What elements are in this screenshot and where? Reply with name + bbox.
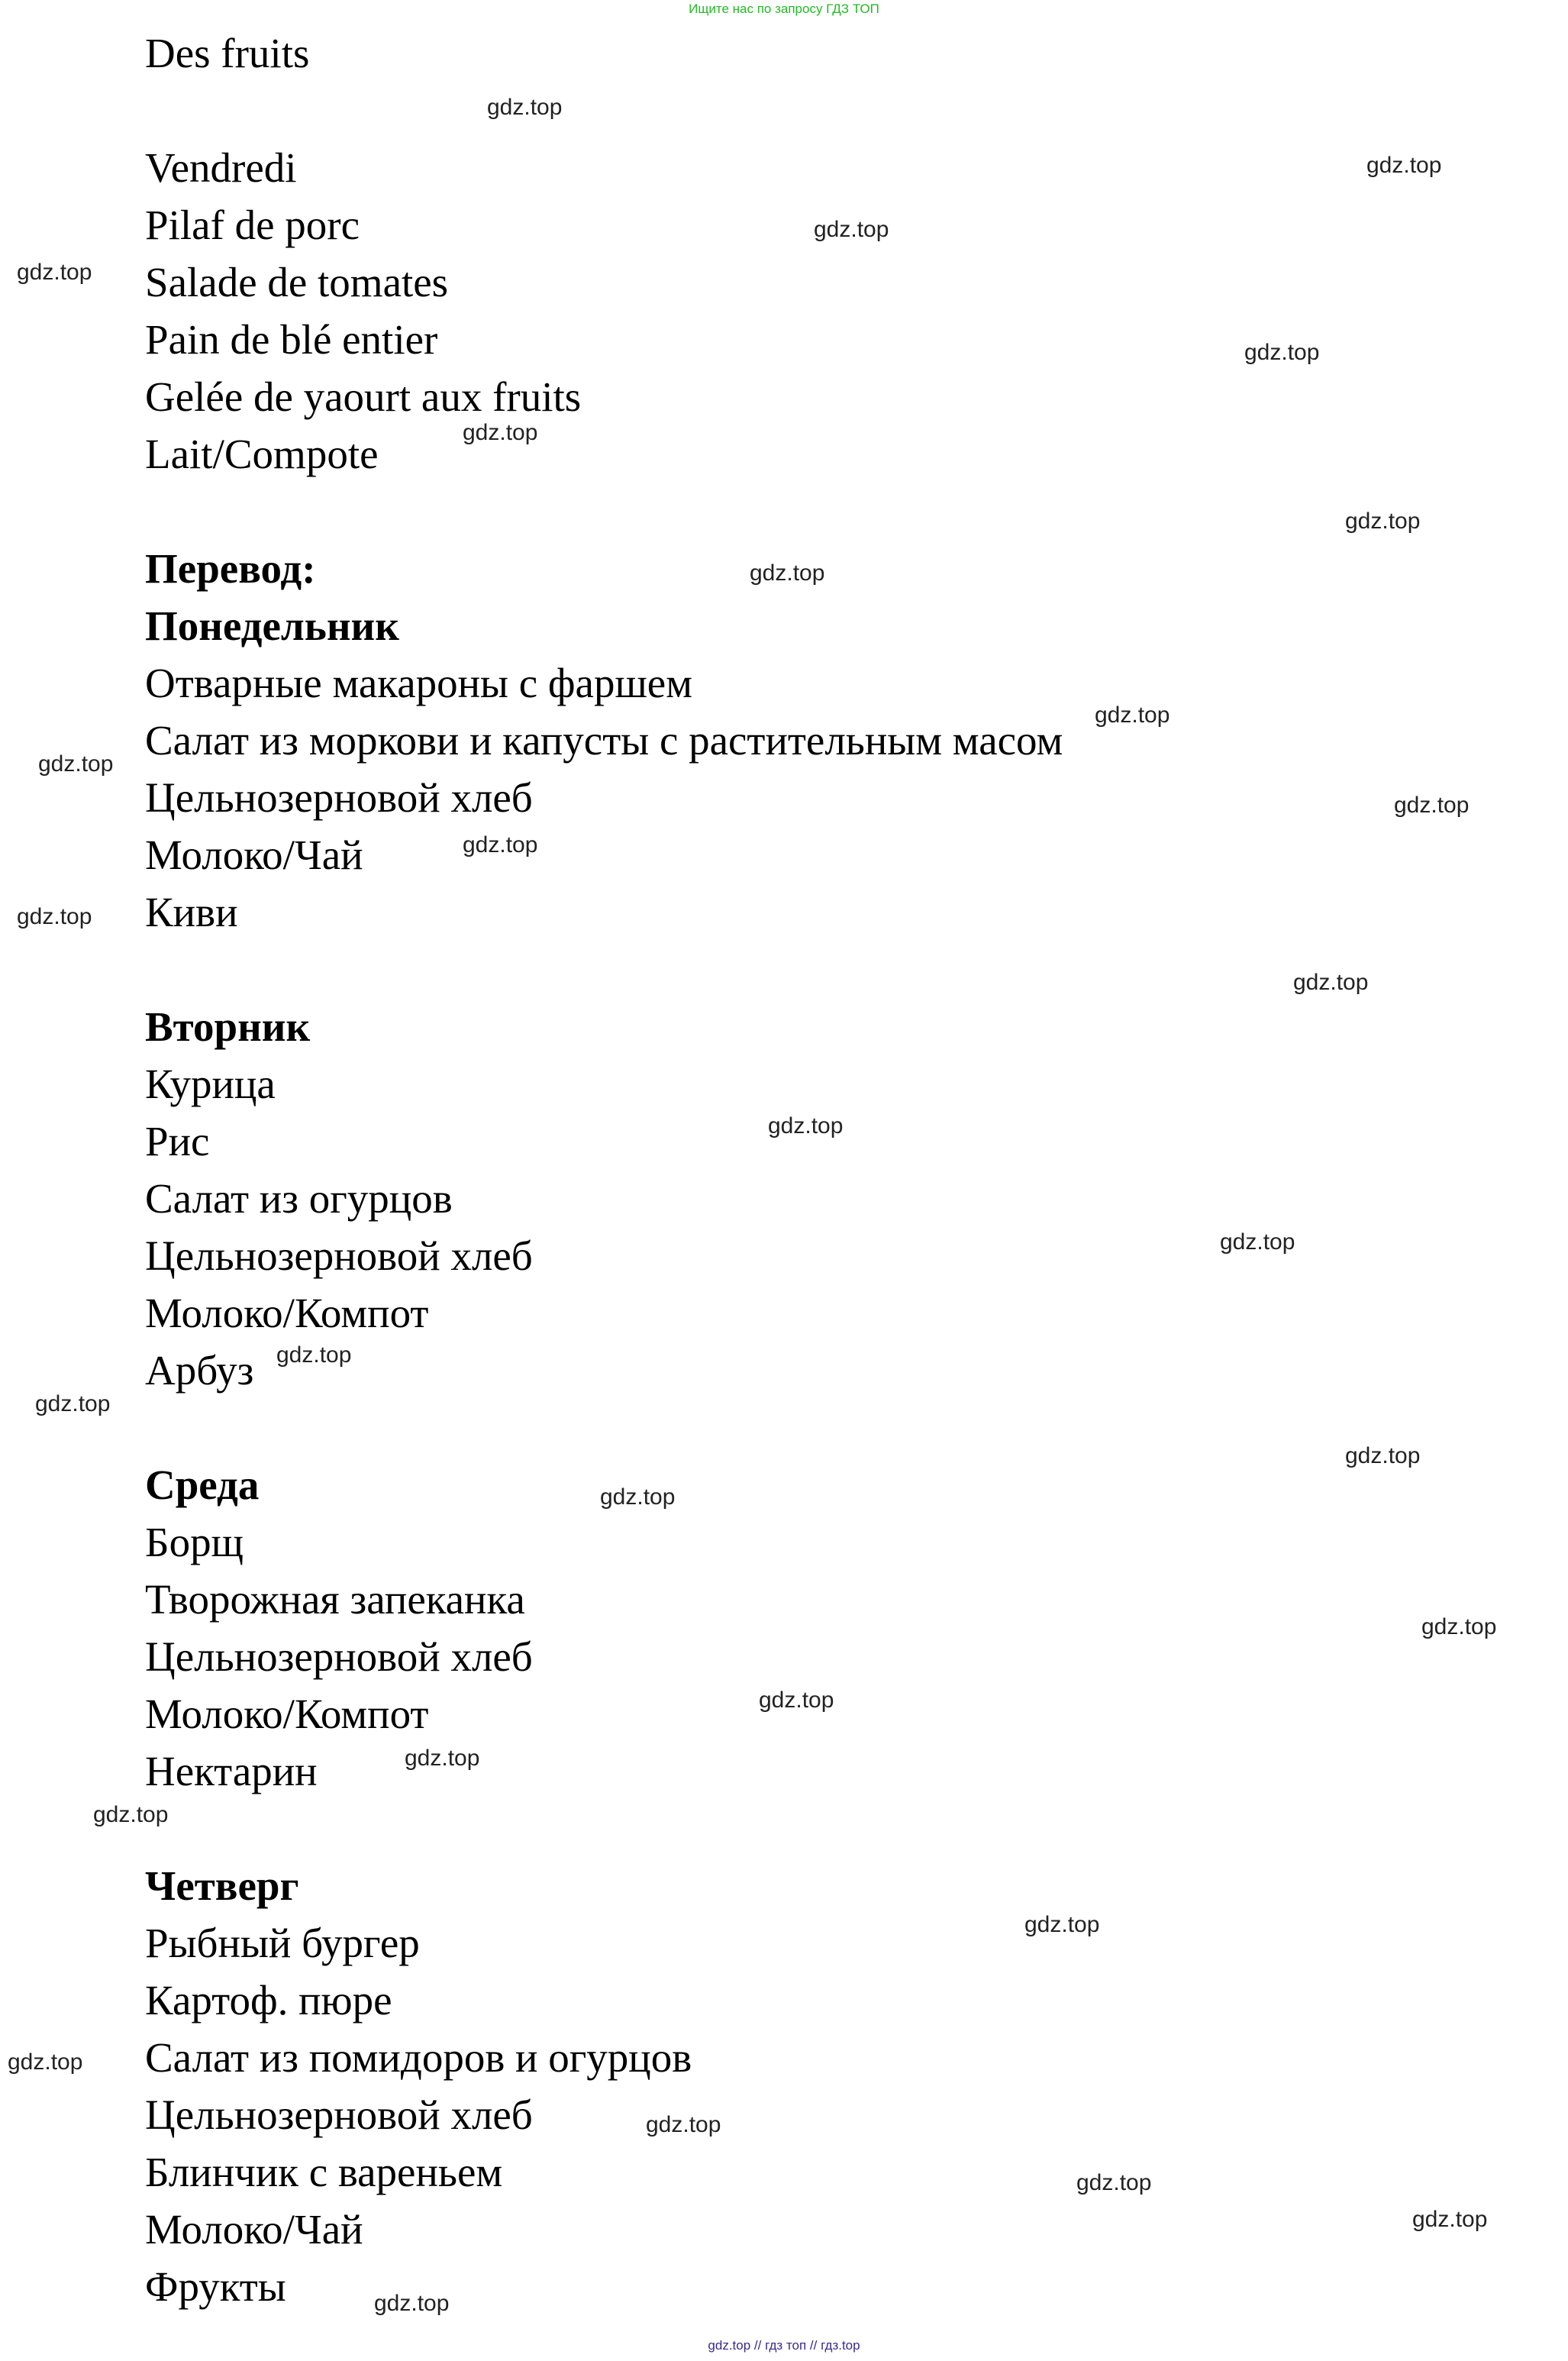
text-line: Арбуз	[145, 1347, 254, 1394]
watermark: gdz.top	[646, 2112, 721, 2137]
text-line: Салат из огурцов	[145, 1175, 453, 1222]
text-line: Рис	[145, 1118, 210, 1164]
text-line: Нектарин	[145, 1748, 318, 1794]
watermark: gdz.top	[1366, 153, 1442, 178]
watermark: gdz.top	[600, 1484, 676, 1510]
watermark: gdz.top	[1421, 1614, 1497, 1639]
watermark: gdz.top	[1345, 1443, 1421, 1468]
watermark: gdz.top	[17, 260, 92, 285]
watermark: gdz.top	[750, 560, 825, 586]
text-line: Lait/Compote	[145, 431, 379, 477]
text-line: Pilaf de porc	[145, 202, 360, 248]
text-line: Отварные макароны с фаршем	[145, 660, 693, 706]
watermark: gdz.top	[1220, 1229, 1295, 1255]
text-line: Курица	[145, 1061, 276, 1107]
watermark: gdz.top	[276, 1342, 352, 1368]
day-heading: Четверг	[145, 1862, 299, 1909]
text-line: Gelée de yaourt aux fruits	[145, 373, 582, 420]
text-line: Молоко/Компот	[145, 1691, 429, 1737]
text-line: Цельнозерновой хлеб	[145, 774, 533, 821]
watermark: gdz.top	[1394, 793, 1470, 818]
day-heading: Среда	[145, 1461, 260, 1508]
watermark: gdz.top	[1293, 970, 1369, 995]
text-line: Цельнозерновой хлеб	[145, 1633, 533, 1680]
text-line: Борщ	[145, 1519, 244, 1565]
watermark: gdz.top	[1345, 509, 1421, 534]
watermark: gdz.top	[1024, 1912, 1100, 1937]
text-line: Фрукты	[145, 2263, 286, 2310]
watermark: gdz.top	[463, 832, 538, 858]
day-heading: Вторник	[145, 1003, 311, 1050]
translation-heading: Перевод:	[145, 545, 316, 592]
text-line: Картоф. пюре	[145, 1977, 392, 2023]
text-line: Молоко/Чай	[145, 832, 363, 878]
watermark: gdz.top	[1095, 702, 1170, 728]
text-line: Творожная запеканка	[145, 1576, 525, 1623]
day-heading: Vendredi	[145, 144, 297, 191]
text-line: Des fruits	[145, 30, 310, 76]
footer-links: gdz.top // гдз топ // гдз.top	[708, 2338, 860, 2353]
watermark: gdz.top	[93, 1802, 169, 1827]
text-line: Киви	[145, 889, 238, 935]
watermark: gdz.top	[405, 1746, 480, 1771]
watermark: gdz.top	[814, 217, 889, 242]
text-line: Salade de tomates	[145, 259, 449, 305]
watermark: gdz.top	[374, 2291, 450, 2316]
watermark: gdz.top	[17, 904, 92, 929]
watermark: gdz.top	[8, 2049, 83, 2075]
watermark: gdz.top	[759, 1688, 834, 1713]
text-line: Цельнозерновой хлеб	[145, 1232, 533, 1279]
watermark: gdz.top	[1076, 2170, 1152, 2195]
text-line: Цельнозерновой хлеб	[145, 2091, 533, 2138]
text-line: Молоко/Компот	[145, 1290, 429, 1336]
text-line: Салат из моркови и капусты с растительным масом	[145, 717, 1063, 764]
text-line: Pain de blé entier	[145, 316, 438, 363]
watermark: gdz.top	[38, 751, 114, 777]
watermark: gdz.top	[487, 95, 563, 120]
watermark: gdz.top	[1412, 2207, 1488, 2232]
text-line: Блинчик с вареньем	[145, 2149, 503, 2195]
day-heading: Понедельник	[145, 602, 399, 649]
text-line: Молоко/Чай	[145, 2206, 363, 2253]
watermark: gdz.top	[35, 1391, 111, 1416]
text-line: Салат из помидоров и огурцов	[145, 2034, 692, 2081]
watermark: gdz.top	[463, 420, 538, 445]
text-line: Рыбный бургер	[145, 1920, 420, 1966]
search-banner: Ищите нас по запросу ГДЗ ТОП	[689, 2, 879, 16]
watermark: gdz.top	[768, 1113, 844, 1139]
watermark: gdz.top	[1244, 340, 1320, 365]
